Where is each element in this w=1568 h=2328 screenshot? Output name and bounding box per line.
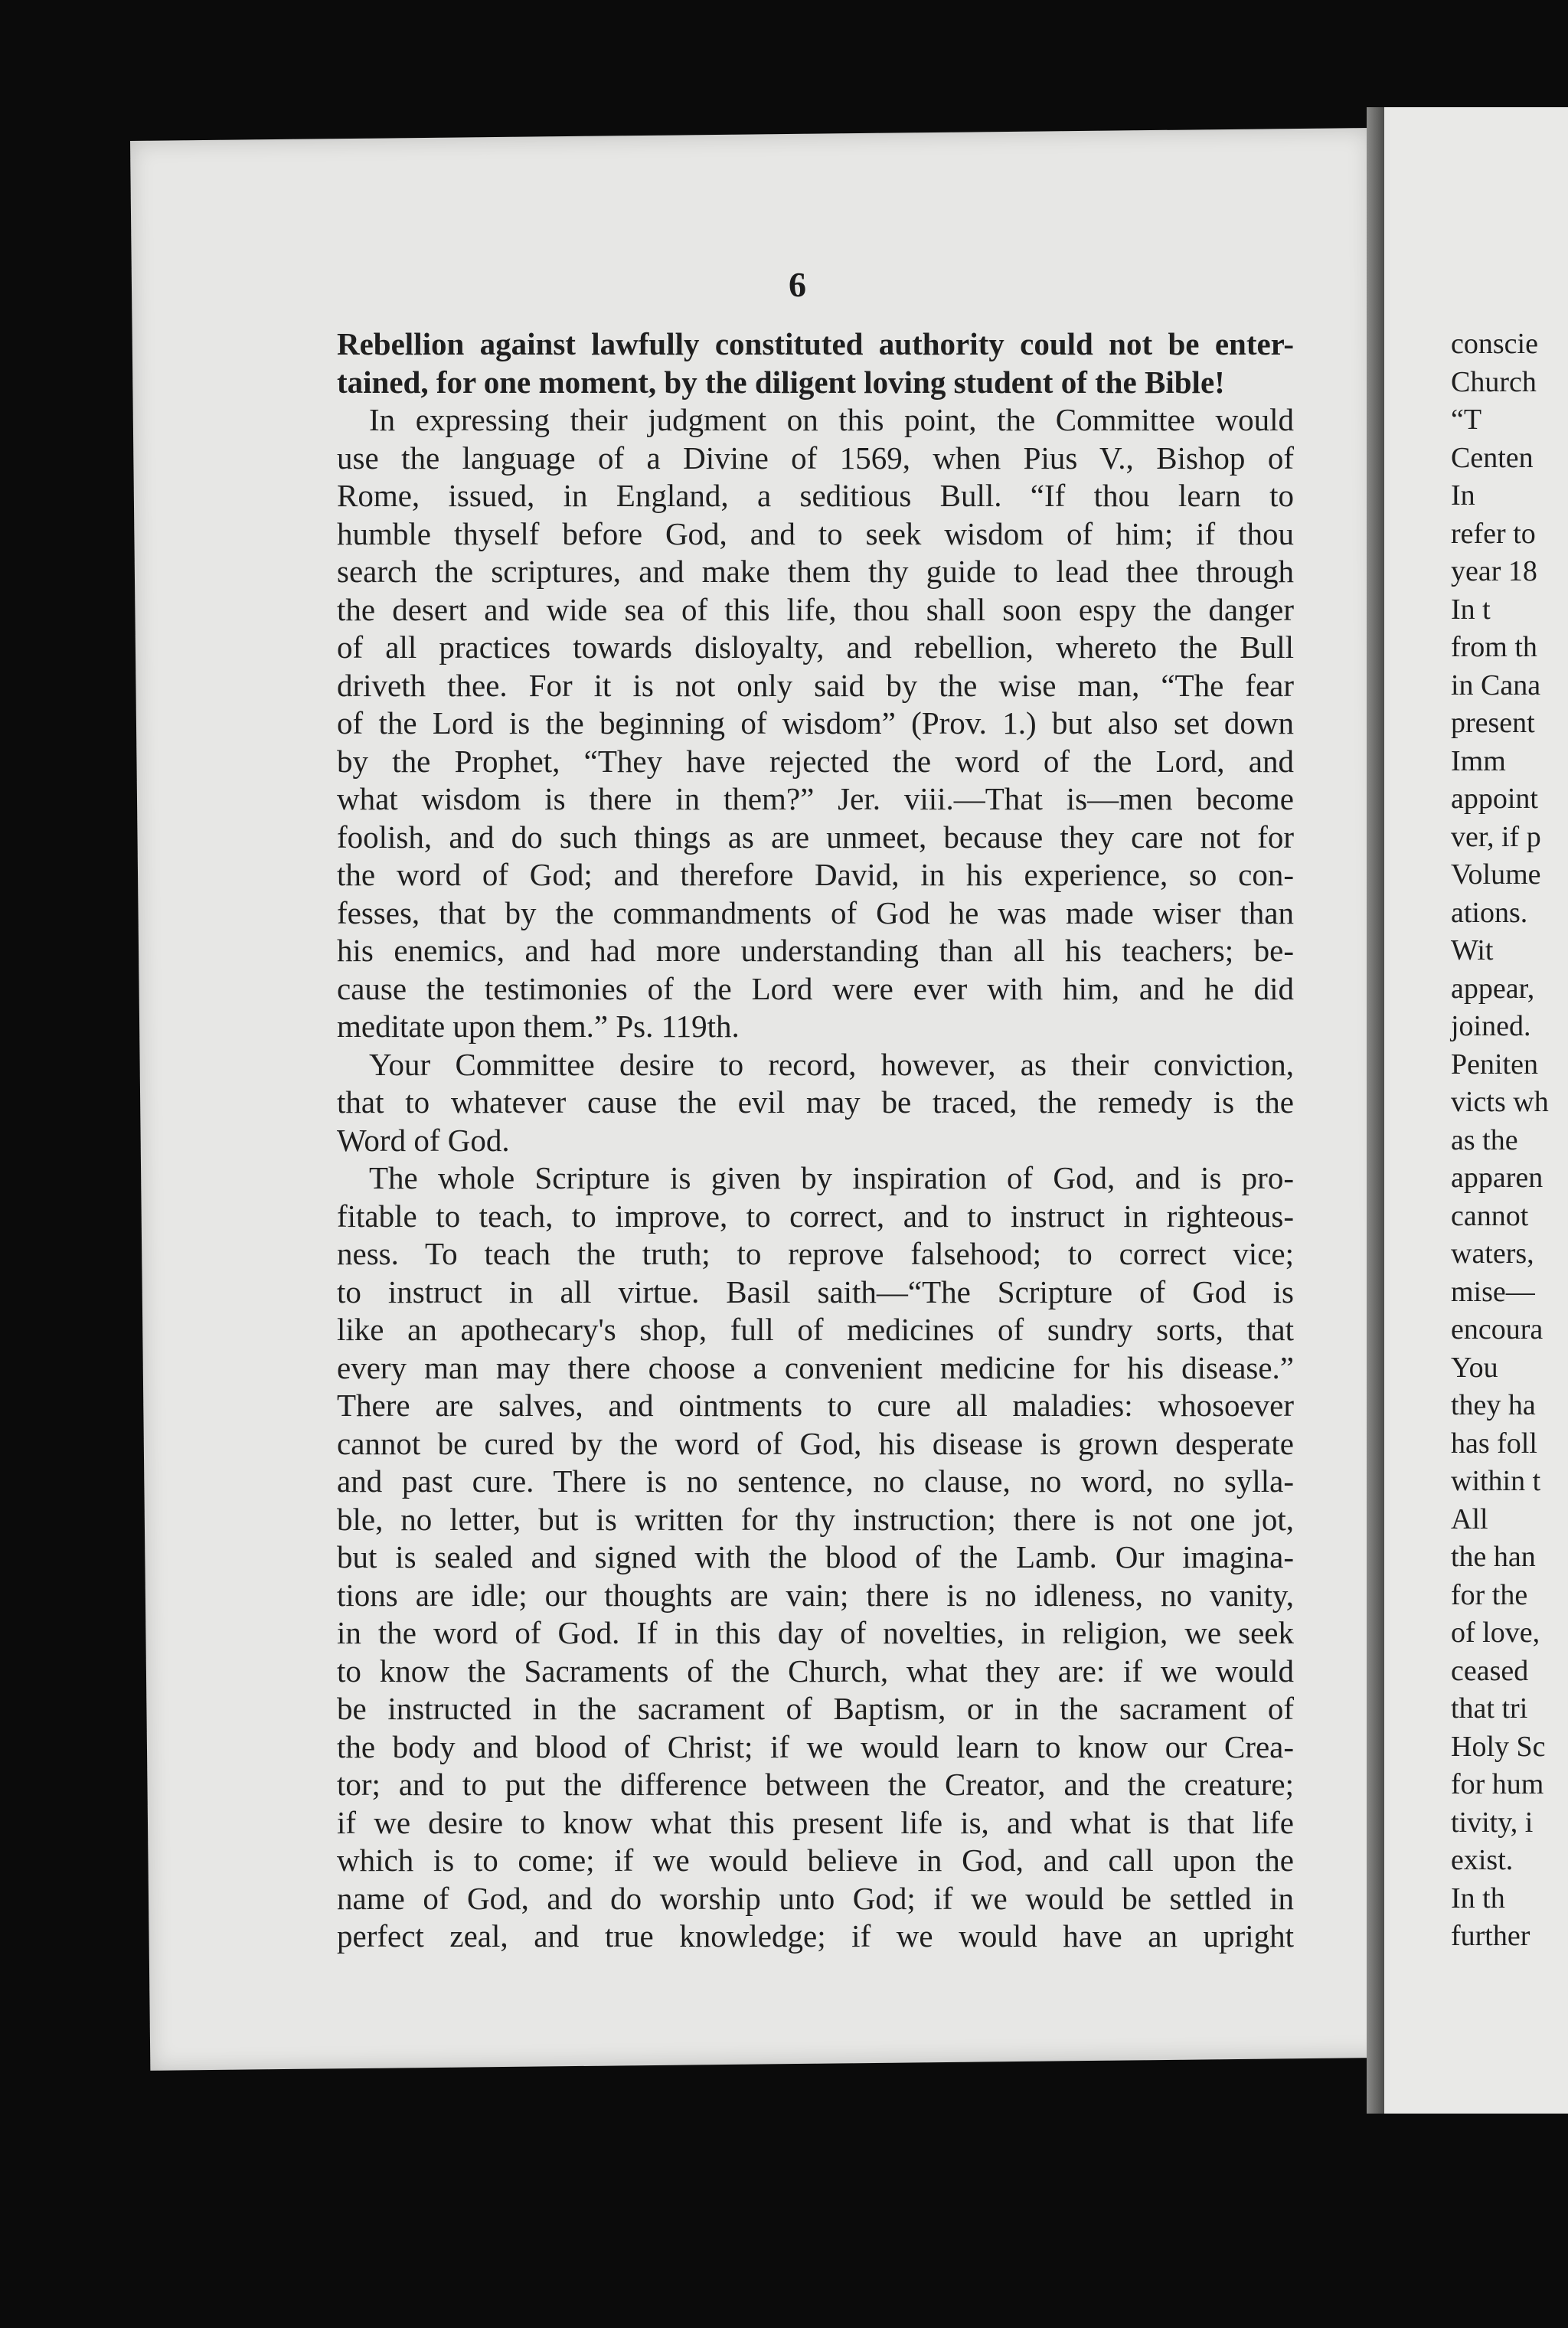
facing-page-line: for hum bbox=[1451, 1768, 1544, 1800]
facing-page-line: that tri bbox=[1451, 1692, 1528, 1725]
left-page-text bbox=[337, 325, 1294, 1956]
text-line: ness. To teach the truth; to reprove falsehood; to correct vice; bbox=[337, 1236, 1294, 1271]
text-line: his enemics, and had more understanding than all his teachers; be- bbox=[337, 933, 1294, 968]
text-line: Rebellion against lawfully constituted authority could not be enter- bbox=[337, 326, 1294, 361]
facing-page-line: tivity, i bbox=[1451, 1806, 1534, 1839]
facing-page-line: they ha bbox=[1451, 1389, 1536, 1421]
text-line: every man may there choose a convenient medicine for his disease.” bbox=[337, 1349, 1294, 1385]
facing-page-line: Volume bbox=[1451, 858, 1541, 891]
facing-page-line: appoint bbox=[1451, 783, 1538, 815]
facing-page-line: Church bbox=[1451, 365, 1537, 398]
text-line: use the language of a Divine of 1569, when Pius V., Bishop of bbox=[337, 440, 1294, 476]
facing-page-line: ceased bbox=[1451, 1654, 1529, 1687]
facing-page-line: Imm bbox=[1451, 744, 1506, 777]
facing-page-line: Peniten bbox=[1451, 1048, 1538, 1081]
facing-page-line: further bbox=[1451, 1920, 1530, 1952]
facing-page-line: of love, bbox=[1451, 1617, 1540, 1649]
facing-page-line: within t bbox=[1451, 1465, 1541, 1497]
facing-page-line: In bbox=[1451, 479, 1475, 512]
facing-page-line: joined. bbox=[1451, 1010, 1531, 1042]
facing-page-line: from th bbox=[1451, 631, 1537, 663]
text-line: perfect zeal, and true knowledge; if we would have an upright bbox=[337, 1918, 1294, 1954]
facing-page-line: in Cana bbox=[1451, 669, 1541, 701]
facing-page-line: ver, if p bbox=[1451, 820, 1541, 853]
facing-page-line: for the bbox=[1451, 1578, 1528, 1611]
text-line: Rome, issued, in England, a seditious Bull. “If thou learn to bbox=[337, 478, 1294, 513]
text-line: but is sealed and signed with the blood of the Lamb. Our imagina- bbox=[337, 1539, 1294, 1574]
text-line: of the Lord is the beginning of wisdom” (Prov. 1.) but also set down bbox=[337, 705, 1294, 741]
text-line: foolish, and do such things as are unmeet, because they care not for bbox=[337, 819, 1294, 855]
text-line: which is to come; if we would believe in God, and call upon the bbox=[337, 1842, 1294, 1878]
text-line: fesses, that by the commandments of God he was made wiser than bbox=[337, 894, 1294, 930]
facing-page-line: Centen bbox=[1451, 441, 1534, 474]
text-line: The whole Scripture is given by inspiration of God, and is pro- bbox=[369, 1160, 1294, 1195]
facing-page-line: waters, bbox=[1451, 1238, 1534, 1270]
text-line: search the scriptures, and make them thy guide to lead thee through bbox=[337, 554, 1294, 589]
text-line: to instruct in all virtue. Basil saith—“The Scripture of God is bbox=[337, 1274, 1294, 1310]
facing-page-line: apparen bbox=[1451, 1162, 1544, 1194]
facing-page-line: “T bbox=[1451, 404, 1482, 436]
facing-page-line: In t bbox=[1451, 593, 1491, 626]
facing-page-line: ations. bbox=[1451, 896, 1528, 929]
text-line: In expressing their judgment on this point, the Committee would bbox=[369, 402, 1294, 437]
text-line: ble, no letter, but is written for thy instruction; there is not one jot, bbox=[337, 1501, 1294, 1537]
text-line: if we desire to know what this present life is, and what is that life bbox=[337, 1804, 1294, 1840]
facing-page-line: Holy Sc bbox=[1451, 1730, 1546, 1763]
book-gutter bbox=[1367, 107, 1385, 2114]
text-line: the word of God; and therefore David, in his experience, so con- bbox=[337, 857, 1294, 892]
text-line: of all practices towards disloyalty, and rebellion, whereto the Bull bbox=[337, 629, 1294, 665]
facing-page-line: the han bbox=[1451, 1541, 1536, 1573]
text-line: what wisdom is there in them?” Jer. viii.—That is—men become bbox=[337, 781, 1294, 816]
facing-page-line: appear, bbox=[1451, 972, 1535, 1005]
text-line: humble thyself before God, and to seek wisdom of him; if thou bbox=[337, 515, 1294, 551]
text-line: driveth thee. For it is not only said by the wise man, “The fear bbox=[337, 667, 1294, 703]
right-page-text bbox=[1451, 325, 1568, 1956]
text-line: be instructed in the sacrament of Baptism, or in the sacrament of bbox=[337, 1691, 1294, 1726]
facing-page-line: refer to bbox=[1451, 517, 1536, 550]
text-line: cannot be cured by the word of God, his disease is grown desperate bbox=[337, 1425, 1294, 1461]
facing-page-line: victs wh bbox=[1451, 1086, 1549, 1118]
text-line: meditate upon them.” Ps. 119th. bbox=[337, 1009, 740, 1044]
text-line: like an apothecary's shop, full of medicines of sundry sorts, that bbox=[337, 1312, 1294, 1347]
text-line: fitable to teach, to improve, to correct, and to instruct in righteous- bbox=[337, 1198, 1294, 1234]
facing-page-line: In th bbox=[1451, 1882, 1505, 1914]
text-line: Word of God. bbox=[337, 1122, 510, 1158]
text-line: that to whatever cause the evil may be traced, the remedy is the bbox=[337, 1084, 1294, 1120]
text-line: name of God, and do worship unto God; if we would be settled in bbox=[337, 1880, 1294, 1916]
facing-page-line: conscie bbox=[1451, 328, 1538, 360]
text-line: tions are idle; our thoughts are vain; there is no idleness, no vanity, bbox=[337, 1577, 1294, 1613]
text-line: the body and blood of Christ; if we would learn to know our Crea- bbox=[337, 1728, 1294, 1764]
facing-page-line: exist. bbox=[1451, 1844, 1514, 1876]
text-line: There are salves, and ointments to cure all maladies: whosoever bbox=[337, 1388, 1294, 1423]
facing-page-line: You bbox=[1451, 1351, 1498, 1384]
text-line: cause the testimonies of the Lord were ever with him, and he did bbox=[337, 970, 1294, 1006]
facing-page-line: year 18 bbox=[1451, 555, 1537, 587]
text-line: tained, for one moment, by the diligent loving student of the Bible! bbox=[337, 364, 1225, 400]
text-line: the desert and wide sea of this life, thou shall soon espy the danger bbox=[337, 591, 1294, 627]
facing-page-line: All bbox=[1451, 1502, 1488, 1535]
facing-page-line: as the bbox=[1451, 1123, 1518, 1156]
text-line: by the Prophet, “They have rejected the word of the Lord, and bbox=[337, 743, 1294, 779]
facing-page-line: cannot bbox=[1451, 1199, 1529, 1232]
text-line: tor; and to put the difference between the Creator, and the creature; bbox=[337, 1767, 1294, 1802]
facing-page-line: Wit bbox=[1451, 934, 1494, 966]
facing-page-line: encoura bbox=[1451, 1313, 1544, 1345]
text-line: to know the Sacraments of the Church, what they are: if we would bbox=[337, 1653, 1294, 1689]
facing-page-line: present bbox=[1451, 707, 1535, 739]
facing-page-line: mise— bbox=[1451, 1275, 1535, 1308]
facing-page-line: has foll bbox=[1451, 1427, 1537, 1460]
page-number: 6 bbox=[789, 265, 806, 304]
text-line: Your Committee desire to record, however, as their conviction, bbox=[369, 1046, 1294, 1082]
text-line: in the word of God. If in this day of novelties, in religion, we seek bbox=[337, 1615, 1294, 1650]
text-line: and past cure. There is no sentence, no clause, no word, no sylla- bbox=[337, 1463, 1294, 1499]
